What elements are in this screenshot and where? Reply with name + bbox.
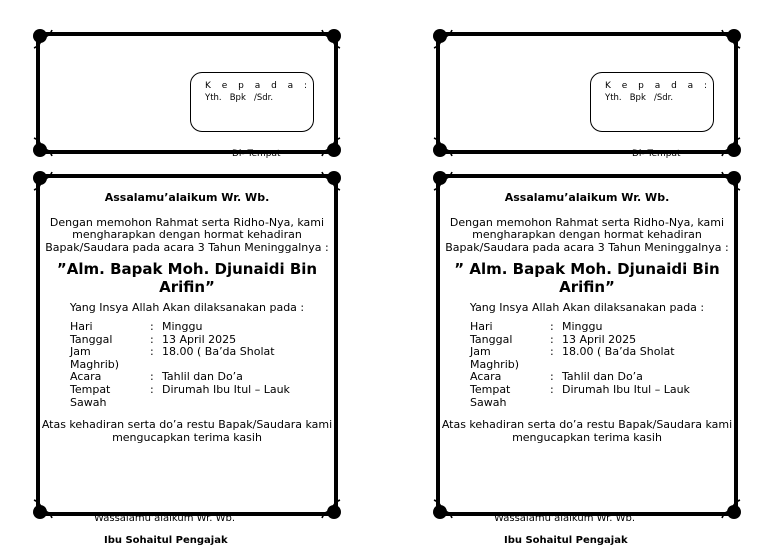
detail-value: Minggu	[562, 319, 603, 333]
wassalam: Wassalamu’alaikum Wr. Wb.	[94, 513, 236, 524]
signoff: Ibu Sohaitul Pengajak	[504, 535, 628, 546]
detail-separator: :	[150, 370, 154, 384]
detail-continuation: Sawah	[470, 395, 507, 409]
detail-separator: :	[550, 370, 554, 384]
intro-text: Dengan memohon Rahmat serta Ridho-Nya, kami mengharapkan dengan hormat kehadiran Bapak/Saudara pada acara 3 Tahun Meninggalnya :	[445, 215, 729, 254]
yth-line: Yth. Bpk /Sdr.	[205, 93, 274, 103]
invitation-right	[432, 0, 742, 546]
detail-value: Tahlil dan Do’a	[562, 370, 643, 384]
greeting: Assalamu’alaikum Wr. Wb.	[104, 191, 270, 204]
detail-label: Jam	[470, 345, 491, 359]
detail-label: Acara	[470, 370, 502, 384]
detail-separator: :	[550, 382, 554, 396]
letter-card	[432, 170, 742, 520]
detail-separator: :	[550, 319, 554, 333]
detail-row-tempat	[470, 384, 734, 397]
event-details	[70, 321, 334, 409]
address-box	[190, 72, 314, 132]
greeting: Assalamu’alaikum Wr. Wb.	[504, 191, 670, 204]
intro-text: Dengan memohon Rahmat serta Ridho-Nya, kami mengharapkan dengan hormat kehadiran Bapak/Saudara pada acara 3 Tahun Meninggalnya :	[45, 215, 329, 254]
detail-separator: :	[150, 345, 154, 359]
closing-text: Atas kehadiran serta do’a restu Bapak/Saudara kami mengucapkan terima kasih	[441, 418, 733, 444]
detail-label: Jam	[70, 345, 91, 359]
closing-text: Atas kehadiran serta do’a restu Bapak/Saudara kami mengucapkan terima kasih	[41, 418, 333, 444]
letter-card	[32, 170, 342, 520]
detail-continuation: Sawah	[70, 395, 107, 409]
detail-value: Tahlil dan Do’a	[162, 370, 243, 384]
detail-separator: :	[550, 345, 554, 359]
detail-value: 13 April 2025	[562, 332, 637, 346]
detail-label: Tanggal	[470, 332, 513, 346]
detail-separator: :	[550, 332, 554, 346]
yth-line: Yth. Bpk /Sdr.	[605, 93, 674, 103]
schedule-intro: Yang Insya Allah Akan dilaksanakan pada :	[469, 301, 705, 315]
detail-value: 18.00 ( Ba’da Sholat	[562, 345, 675, 359]
detail-separator: :	[150, 382, 154, 396]
address-box	[590, 72, 714, 132]
signoff: Ibu Sohaitul Pengajak	[104, 535, 228, 546]
detail-row-tempat	[70, 384, 334, 397]
detail-row-jam	[70, 346, 334, 359]
to-label: K e p a d a :	[605, 81, 712, 91]
detail-label: Tempat	[470, 382, 511, 396]
detail-separator: :	[150, 319, 154, 333]
event-details	[470, 321, 734, 409]
envelope-card	[432, 28, 742, 158]
deceased-name: ” Alm. Bapak Moh. Djunaidi Bin Arifin”	[454, 260, 720, 297]
di-tempat: Di- Tempat	[632, 149, 681, 159]
letter-content	[440, 192, 734, 444]
detail-value: Minggu	[162, 319, 203, 333]
letter-content	[40, 192, 334, 444]
detail-continuation: Maghrib)	[470, 357, 520, 371]
detail-continuation: Maghrib)	[70, 357, 120, 371]
detail-value: Dirumah Ibu Itul – Lauk	[162, 382, 290, 396]
detail-label: Tanggal	[70, 332, 113, 346]
detail-label: Hari	[70, 319, 93, 333]
di-tempat: Di- Tempat	[232, 149, 281, 159]
detail-row-hari	[70, 321, 334, 334]
deceased-name: ”Alm. Bapak Moh. Djunaidi Bin Arifin”	[56, 260, 318, 297]
detail-row-hari	[470, 321, 734, 334]
wassalam: Wassalamu’alaikum Wr. Wb.	[494, 513, 636, 524]
envelope-card	[32, 28, 342, 158]
detail-label: Hari	[470, 319, 493, 333]
invitation-left	[32, 0, 342, 546]
detail-label: Acara	[70, 370, 102, 384]
detail-value: 18.00 ( Ba’da Sholat	[162, 345, 275, 359]
detail-separator: :	[150, 332, 154, 346]
detail-label: Tempat	[70, 382, 111, 396]
detail-value: Dirumah Ibu Itul – Lauk	[562, 382, 690, 396]
to-label: K e p a d a :	[205, 81, 312, 91]
detail-value: 13 April 2025	[162, 332, 237, 346]
schedule-intro: Yang Insya Allah Akan dilaksanakan pada :	[69, 301, 305, 315]
detail-row-jam	[470, 346, 734, 359]
